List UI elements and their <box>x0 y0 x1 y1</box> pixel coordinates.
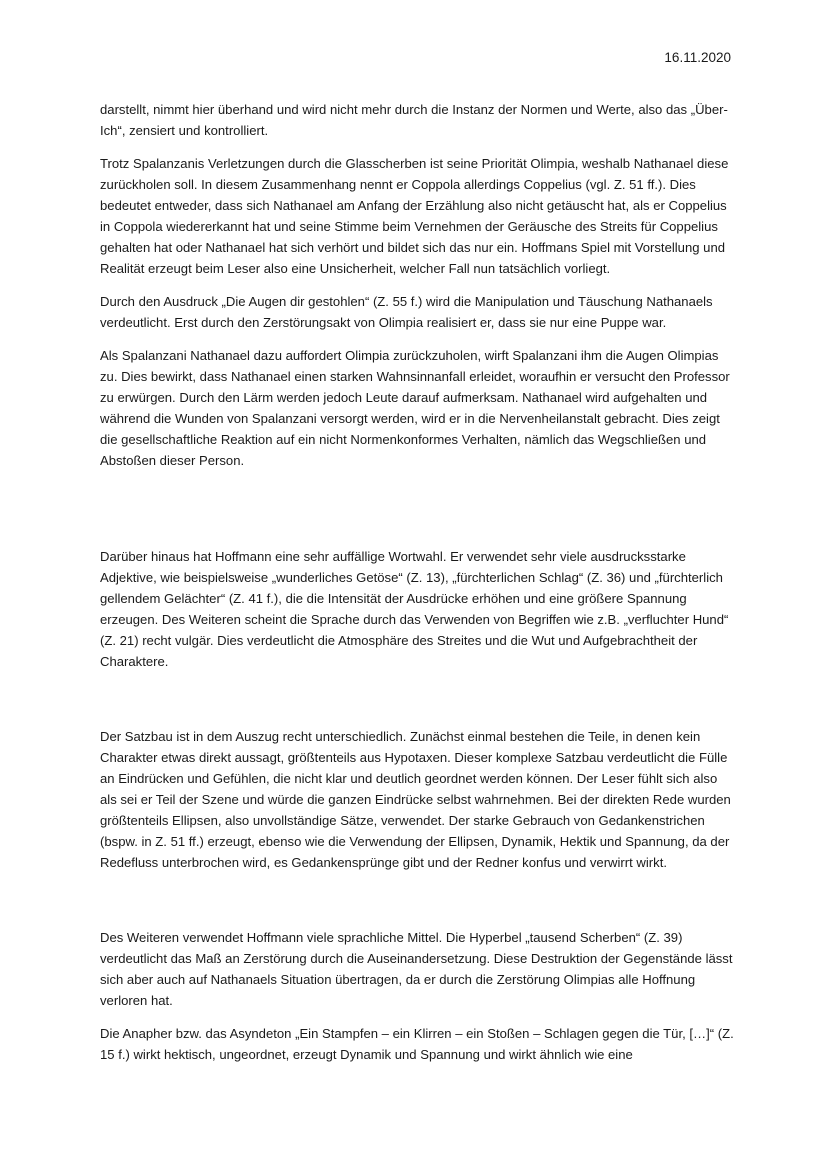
paragraph-7: Des Weiteren verwendet Hoffmann viele sprachliche Mittel. Die Hyperbel „tausend Scherben“ (Z. 39) verdeutlicht das Maß an Zerstörung durch die Auseinandersetzung. Diese Destruktion der Gegenstände lässt sich aber auch auf Nathanaels Situation übertragen, da er durch die Zerstörung Olimpias alle Hoffnung verloren hat. <box>100 930 733 1008</box>
paragraph-4: Als Spalanzani Nathanael dazu auffordert Olimpia zurückzuholen, wirft Spalanzani ihm die Augen Olimpias zu. Dies bewirkt, dass Nathanael einen starken Wahnsinnanfall erleidet, woraufhin er versucht den Professor zu erwürgen. Durch den Lärm werden jedoch Leute darauf aufmerksam. Nathanael wird aufgehalten und während die Wunden von Spalanzani versorgt werden, wird er in die Nervenheilanstalt gebracht. Dies zeigt die gesellschaftliche Reaktion auf ein nicht Normenkonformes Verhalten, nämlich das Wegschließen und Abstoßen dieser Person. <box>100 348 730 468</box>
page-date: 16.11.2020 <box>664 50 731 65</box>
document-body <box>100 99 734 1065</box>
paragraph-5: Darüber hinaus hat Hoffmann eine sehr auffällige Wortwahl. Er verwendet sehr viele ausdrucksstarke Adjektive, wie beispielsweise „wunderliches Getöse“ (Z. 13), „fürchterlichen Schlag“ (Z. 36) und „fürchterlich gellendem Gelächter“ (Z. 41 f.), die die Intensität der Ausdrücke erhöhen und eine größere Spannung erzeugen. Des Weiteren scheint die Sprache durch das Verwenden von Begriffen wie z.B. „verfluchter Hund“ (Z. 21) recht vulgär. Dies verdeutlicht die Atmosphäre des Streites und die Wut und Aufgebrachtheit der Charaktere. <box>100 549 729 669</box>
paragraph-6: Der Satzbau ist in dem Auszug recht unterschiedlich. Zunächst einmal bestehen die Teile, in denen kein Charakter etwas direkt aussagt, größtenteils aus Hypotaxen. Dieser komplexe Satzbau verdeutlicht die Fülle an Eindrücken und Gefühlen, die nicht klar und deutlich geordnet werden können. Der Leser fühlt sich also als sei er Teil der Szene und würde die ganzen Eindrücke selbst wahrnehmen. Bei der direkten Rede wurden größtenteils Ellipsen, also unvollständige Sätze, verwendet. Der starke Gebrauch von Gedankenstrichen (bspw. in Z. 51 ff.) erzeugt, ebenso wie die Verwendung der Ellipsen, Dynamik, Hektik und Spannung, da der Redefluss unterbrochen wird, es Gedankensprünge gibt und der Redner konfus und verwirrt wirkt. <box>100 729 731 870</box>
paragraph-1: darstellt, nimmt hier überhand und wird nicht mehr durch die Instanz der Normen und Werte, also das „Über-Ich“, zensiert und kontrolliert. <box>100 102 728 138</box>
paragraph-2: Trotz Spalanzanis Verletzungen durch die Glasscherben ist seine Priorität Olimpia, weshalb Nathanael diese zurückholen soll. In diesem Zusammenhang nennt er Coppola allerdings Coppelius (vgl. Z. 51 ff.). Dies bedeutet entweder, dass sich Nathanael am Anfang der Erzählung also nicht getäuscht hat, als er Coppelius in Coppola wiedererkannt hat und seine Stimme beim Vernehmen der Geräusche des Streits für Coppelius gehalten hat oder Nathanael hat sich verhört und bildet sich das nur ein. Hoffmans Spiel mit Vorstellung und Realität erzeugt beim Leser also eine Unsicherheit, welcher Fall nun tatsächlich vorliegt. <box>100 156 729 276</box>
paragraph-3: Durch den Ausdruck „Die Augen dir gestohlen“ (Z. 55 f.) wird die Manipulation und Täuschung Nathanaels verdeutlicht. Erst durch den Zerstörungsakt von Olimpia realisiert er, dass sie nur eine Puppe war. <box>100 294 713 330</box>
paragraph-8: Die Anapher bzw. das Asyndeton „Ein Stampfen – ein Klirren – ein Stoßen – Schlagen gegen die Tür, […]“ (Z. 15 f.) wirkt hektisch, ungeordnet, erzeugt Dynamik und Spannung und wirkt ähnlich wie eine <box>100 1026 734 1062</box>
